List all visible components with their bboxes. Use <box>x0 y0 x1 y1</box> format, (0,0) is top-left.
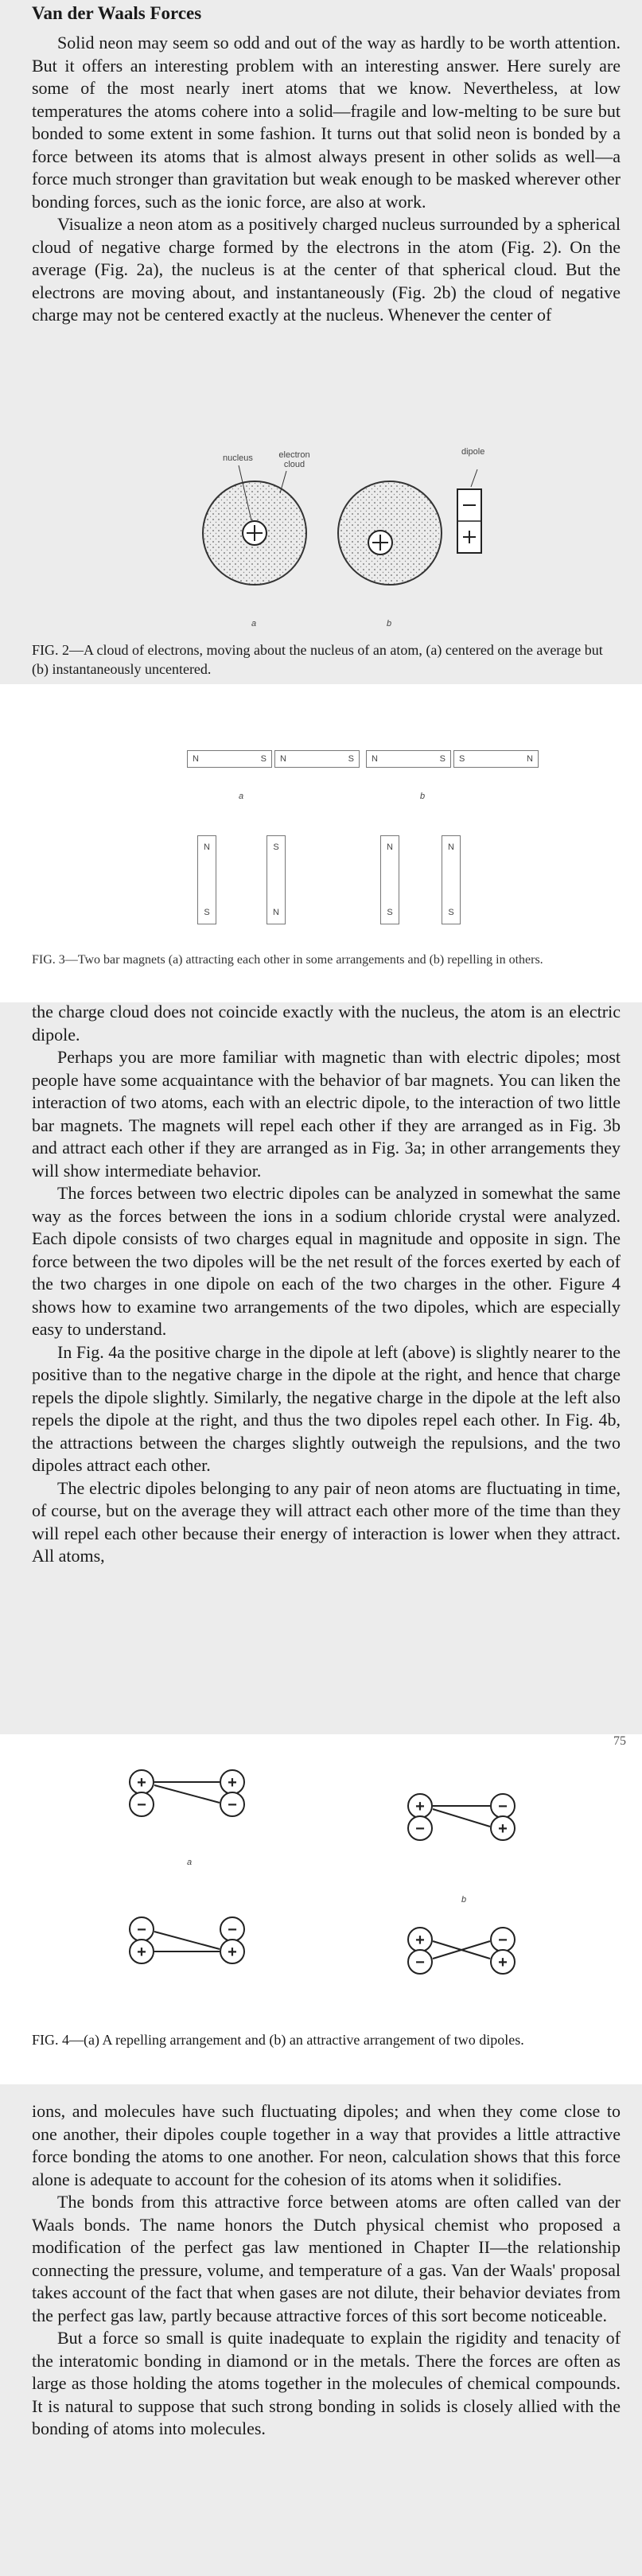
charge-minus: − <box>228 1796 237 1814</box>
paragraph: The forces between two electric dipoles can be analyzed in somewhat the same way as the forces between the ions in a sodium chloride crystal were analyzed. Each dipole consists of two charges equal in magnitude and opposite in sign. The force between the two dipoles will be the net result of the forces exerted by each of the two charges in one dipole on each of the two charges in the other. Figure 4 shows how to examine two arrangements of the two dipoles, which are especially easy to understand. <box>32 1183 621 1339</box>
figure-2-diagram <box>0 446 642 636</box>
text-block-b <box>32 1001 621 1568</box>
page-number: 75 <box>613 1734 626 1748</box>
paragraph <box>32 1001 621 1046</box>
paragraph: In Fig. 4a the positive charge in the dipole at left (above) is slightly nearer to the positive than to the negative charge in the dipole at the right, and hence that charge repels the dipole slightly. Similarly, the negative charge in the dipole at the left also repels the dipole at the right, and thus the two dipoles repel each other. In Fig. 4b, the attractions between the charges slightly outweigh the repulsions, and the two dipoles attract each other. <box>32 1341 621 1475</box>
electron-cloud-b <box>338 481 442 585</box>
label-dipole: dipole <box>461 447 485 457</box>
text-block-a <box>32 32 621 327</box>
bar-magnet-vertical: N S <box>197 835 216 924</box>
paragraph: Perhaps you are more familiar with magnetic than with electric dipoles; most people have some acquaintance with the behavior of bar magnets. You can liken the interaction of two atoms, each with an electric dipole, to the interaction of two little bar magnets. The magnets will repel each other if they are arranged as in Fig. 3b and attract each other if they are arranged as in Fig. 3a; in other arrangements they will show intermediate behavior. <box>32 1047 621 1181</box>
section-heading: Van der Waals Forces <box>32 3 202 23</box>
figure-2-caption: FIG. 2—A cloud of electrons, moving about the nucleus of an atom, (a) centered on the average but (b) instantaneously uncentered. <box>32 642 603 677</box>
charge-minus: − <box>228 1921 237 1939</box>
bar-magnet-vertical: S N <box>267 835 286 924</box>
text-block-c <box>32 2100 621 2441</box>
charge-minus: − <box>137 1921 146 1939</box>
fig4-sub-b: b <box>461 1895 467 1905</box>
paragraph: The electric dipoles belonging to any pair of neon atoms are fluctuating in time, of course, but on the average they will attract each other more of the time than they will repel each other because their energy of interaction is lower when they attract. All atoms, <box>32 1477 621 1566</box>
paragraph: Visualize a neon atom as a positively charged nucleus surrounded by a spherical cloud of negative charge formed by the electrons in the atom (Fig. 2). On the average (Fig. 2a), the nucleus is at the center of that spherical cloud. But the electrons are moving about, and instantaneously (Fig. 2b) the cloud of negative charge may not be centered exactly at the nucleus. Whenever the center of <box>32 214 621 325</box>
bar-magnet: S N <box>453 750 539 768</box>
fig2-sub-a: a <box>251 619 257 628</box>
dipole-pointer <box>471 469 477 487</box>
figure-4-caption: FIG. 4—(a) A repelling arrangement and (b) an attractive arrangement of two dipoles. <box>32 2032 524 2048</box>
paragraph: ions, and molecules have such fluctuating dipoles; and when they come close to one another, their dipoles couple together in a way that provides a little attractive force bonding the atoms to one another. For neon, calculation shows that this force alone is adequate to account for the cohesion of its atoms when it solidifies. <box>32 2101 621 2189</box>
bar-magnet-vertical: N S <box>380 835 399 924</box>
charge-plus: + <box>228 1774 237 1792</box>
charge-minus: − <box>498 1798 508 1815</box>
bar-magnet-vertical: N S <box>442 835 461 924</box>
paragraph: But a force so small is quite inadequate to explain the rigidity and tenacity of the interatomic bonding in diamond or in the metals. There the forces are often as large as those holding the atoms together in the molecules of chemical compounds. It is natural to suppose that such strong bonding in solids is closely allied with the bonding of atoms into molecules. <box>32 2328 621 2438</box>
charge-minus: − <box>415 1954 425 1971</box>
bar-magnet: N S <box>187 750 272 768</box>
charge-plus: + <box>415 1798 425 1815</box>
fig2-sub-b: b <box>387 619 392 628</box>
charge-plus: + <box>228 1944 237 1961</box>
charge-minus: − <box>415 1820 425 1838</box>
charge-minus: − <box>137 1796 146 1814</box>
charge-plus: + <box>137 1944 146 1961</box>
bar-magnet: N S <box>366 750 451 768</box>
charge-plus: + <box>137 1774 146 1792</box>
figure-4-diagram <box>0 1750 642 1989</box>
label-electron-cloud: electron cloud <box>278 450 310 469</box>
figure-3-caption: FIG. 3—Two bar magnets (a) attracting each other in some arrangements and (b) repelling in others. <box>32 953 543 967</box>
label-nucleus: nucleus <box>223 453 253 463</box>
paragraph-text: the charge cloud does not coincide exactly with the nucleus, the atom is an electric dipole. <box>32 1002 621 1045</box>
charge-minus: − <box>498 1932 508 1949</box>
bar-magnet: N S <box>274 750 360 768</box>
charge-plus: + <box>498 1820 508 1838</box>
paragraph: Solid neon may seem so odd and out of the way as hardly to be worth attention. But it offers an interesting problem with an interesting answer. Here surely are some of the most nearly inert atoms that we know. Nevertheless, at low temperatures the atoms cohere into a solid—fragile and low-melting to be sure but bonded to some extent in some fashion. It turns out that solid neon is bonded by a force between its atoms that is almost always present in other solids as well—a force much stronger than gravitation but weak enough to be masked wherever other bonding forces, such as the ionic force, are also at work. <box>32 33 621 212</box>
charge-plus: + <box>415 1932 425 1949</box>
charge-plus: + <box>498 1954 508 1971</box>
fig3-sub-a: a <box>239 792 244 801</box>
paragraph: The bonds from this attractive force between atoms are often called van der Waals bonds. The name honors the Dutch physical chemist who proposed a modification of the perfect gas law mentioned in Chapter II—the relationship connecting the pressure, volume, and temperature of a gas. Van der Waals' proposal takes account of the fact that when gases are not dilute, their behavior deviates from the perfect gas law, partly because attractive forces of this sort become noticeable. <box>32 2192 621 2325</box>
fig4-sub-a: a <box>187 1858 193 1867</box>
fig3-sub-b: b <box>420 792 426 801</box>
